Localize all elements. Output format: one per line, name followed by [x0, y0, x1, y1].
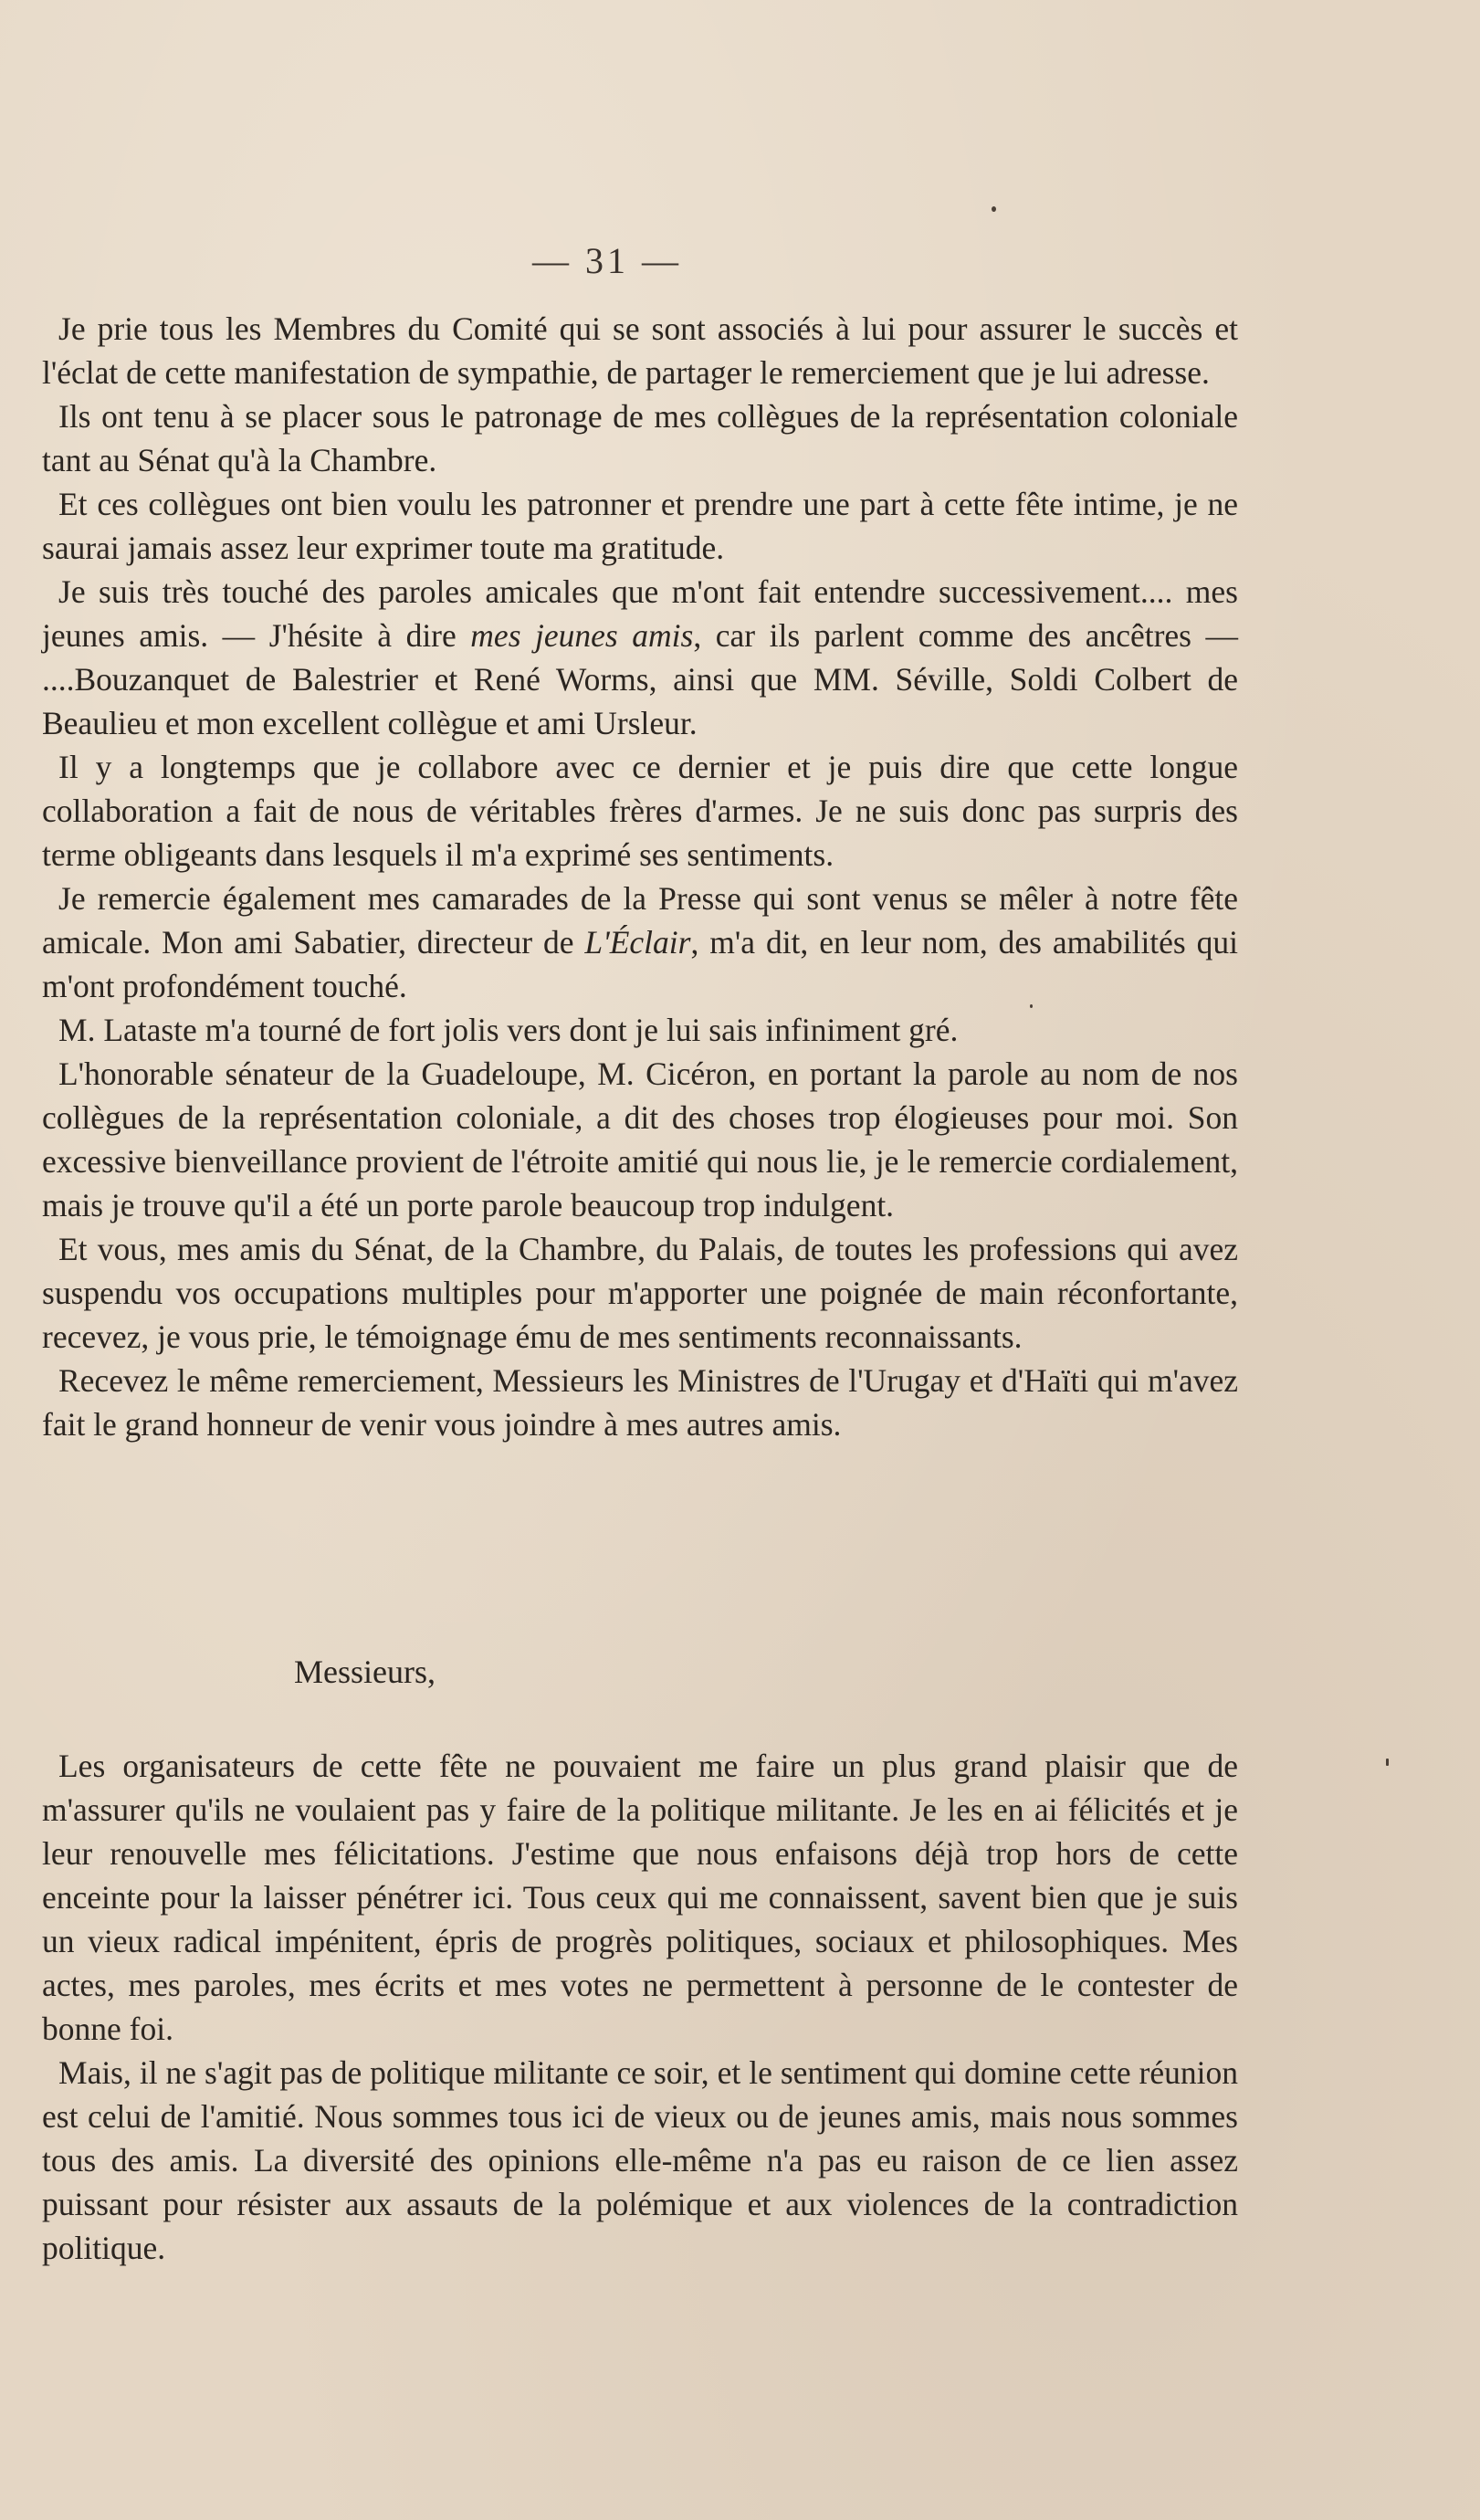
closing-paragraph-2: Mais, il ne s'agit pas de politique militante ce soir, et le sentiment qui domine cette réunion est celui de l'amitié. Nous sommes tous ici de vieux ou de jeunes amis, mais nous sommes tous des amis. La diversité des opinions elle-même n'a pas eu raison de ce lien assez puissant pour résister aux assauts de la polémique et aux violences de la contradiction politique.: [42, 2054, 1238, 2266]
paragraph-8: L'honorable sénateur de la Guadeloupe, M. Cicéron, en portant la parole au nom de nos collègues de la représentation coloniale, a dit des choses trop élogieuses pour moi. Son excessive bienveillance provient de l'étroite amitié qui nous lie, je le remercie cordialement, mais je trouve qu'il a été un porte parole beaucoup trop indulgent.: [42, 1055, 1238, 1223]
paragraph-4-part-1: Je suis très touché des paroles amicales que m'ont fait entendre successivement.... mes jeunes amis. — J'hésite à dire: [42, 573, 1238, 654]
paragraph-6-part-1: Je remercie également mes camarades de la Presse qui sont venus se mêler à notre fête amicale. Mon ami Sabatier, directeur de: [42, 880, 1238, 961]
paragraph-4-part-2: , car ils parlent comme des ancêtres — ....Bouzanquet de Balestrier et René Worms, ainsi que MM. Séville, Soldi Colbert de Beaulieu et mon excellent collègue et ami Ursleur.: [42, 617, 1238, 741]
paper-speck: [1030, 1004, 1033, 1008]
paper-speck: [992, 206, 996, 212]
paragraph-6: [42, 877, 1238, 1008]
paper-speck: [1386, 1759, 1389, 1766]
page-number: — 31 —: [532, 240, 682, 281]
paragraph-9: Et vous, mes amis du Sénat, de la Chambre, du Palais, de toutes les professions qui avez suspendu vos occupations multiples pour m'apporter une poignée de main réconfortante, recevez, je vous prie, le témoignage ému de mes sentiments reconnaissants.: [42, 1231, 1238, 1355]
paragraph-7: M. Lataste m'a tourné de fort jolis vers dont je lui sais infiniment gré.: [58, 1012, 959, 1048]
paragraph-5: Il y a longtemps que je collabore avec ce dernier et je puis dire que cette longue collaboration a fait de nous de véritables frères d'armes. Je ne suis donc pas surpris des terme obligeants dans lesquels il m'a exprimé ses sentiments.: [42, 749, 1238, 873]
closing-paragraph-1: Les organisateurs de cette fête ne pouvaient me faire un plus grand plaisir que de m'assurer qu'ils ne voulaient pas y faire de la politique militante. Je les en ai félicités et je leur renouvelle mes félicitations. J'estime que nous enfaisons déjà trop hors de cette enceinte pour la laisser pénétrer ici. Tous ceux qui me connaissent, savent bien que je suis un vieux radical impénitent, épris de progrès politiques, sociaux et philosophiques. Mes actes, mes paroles, mes écrits et mes votes ne permettent à personne de le contester de bonne foi.: [42, 1748, 1238, 2047]
paragraph-6-part-2: , m'a dit, en leur nom, des amabilités qui m'ont profondément touché.: [42, 924, 1239, 1004]
italic-newspaper-title: L'Éclair: [584, 924, 691, 961]
italic-phrase-mes-jeunes-amis: mes jeunes amis: [470, 617, 694, 654]
salutation: Messieurs,: [294, 1654, 436, 1690]
paragraph-10: Recevez le même remerciement, Messieurs les Ministres de l'Urugay et d'Haïti qui m'avez fait le grand honneur de venir vous joindre à mes autres amis.: [42, 1362, 1238, 1443]
body-text-top: [42, 307, 1238, 1446]
paragraph-1: Je prie tous les Membres du Comité qui se sont associés à lui pour assurer le succès et l'éclat de cette manifestation de sympathie, de partager le remerciement que je lui adresse.: [42, 310, 1238, 391]
paragraph-4: [42, 570, 1238, 745]
paragraph-2: Ils ont tenu à se placer sous le patronage de mes collègues de la représentation coloniale tant au Sénat qu'à la Chambre.: [42, 398, 1238, 478]
body-text-bottom: [42, 1744, 1238, 2270]
paragraph-3: Et ces collègues ont bien voulu les patronner et prendre une part à cette fête intime, je ne saurai jamais assez leur exprimer toute ma gratitude.: [42, 486, 1238, 566]
